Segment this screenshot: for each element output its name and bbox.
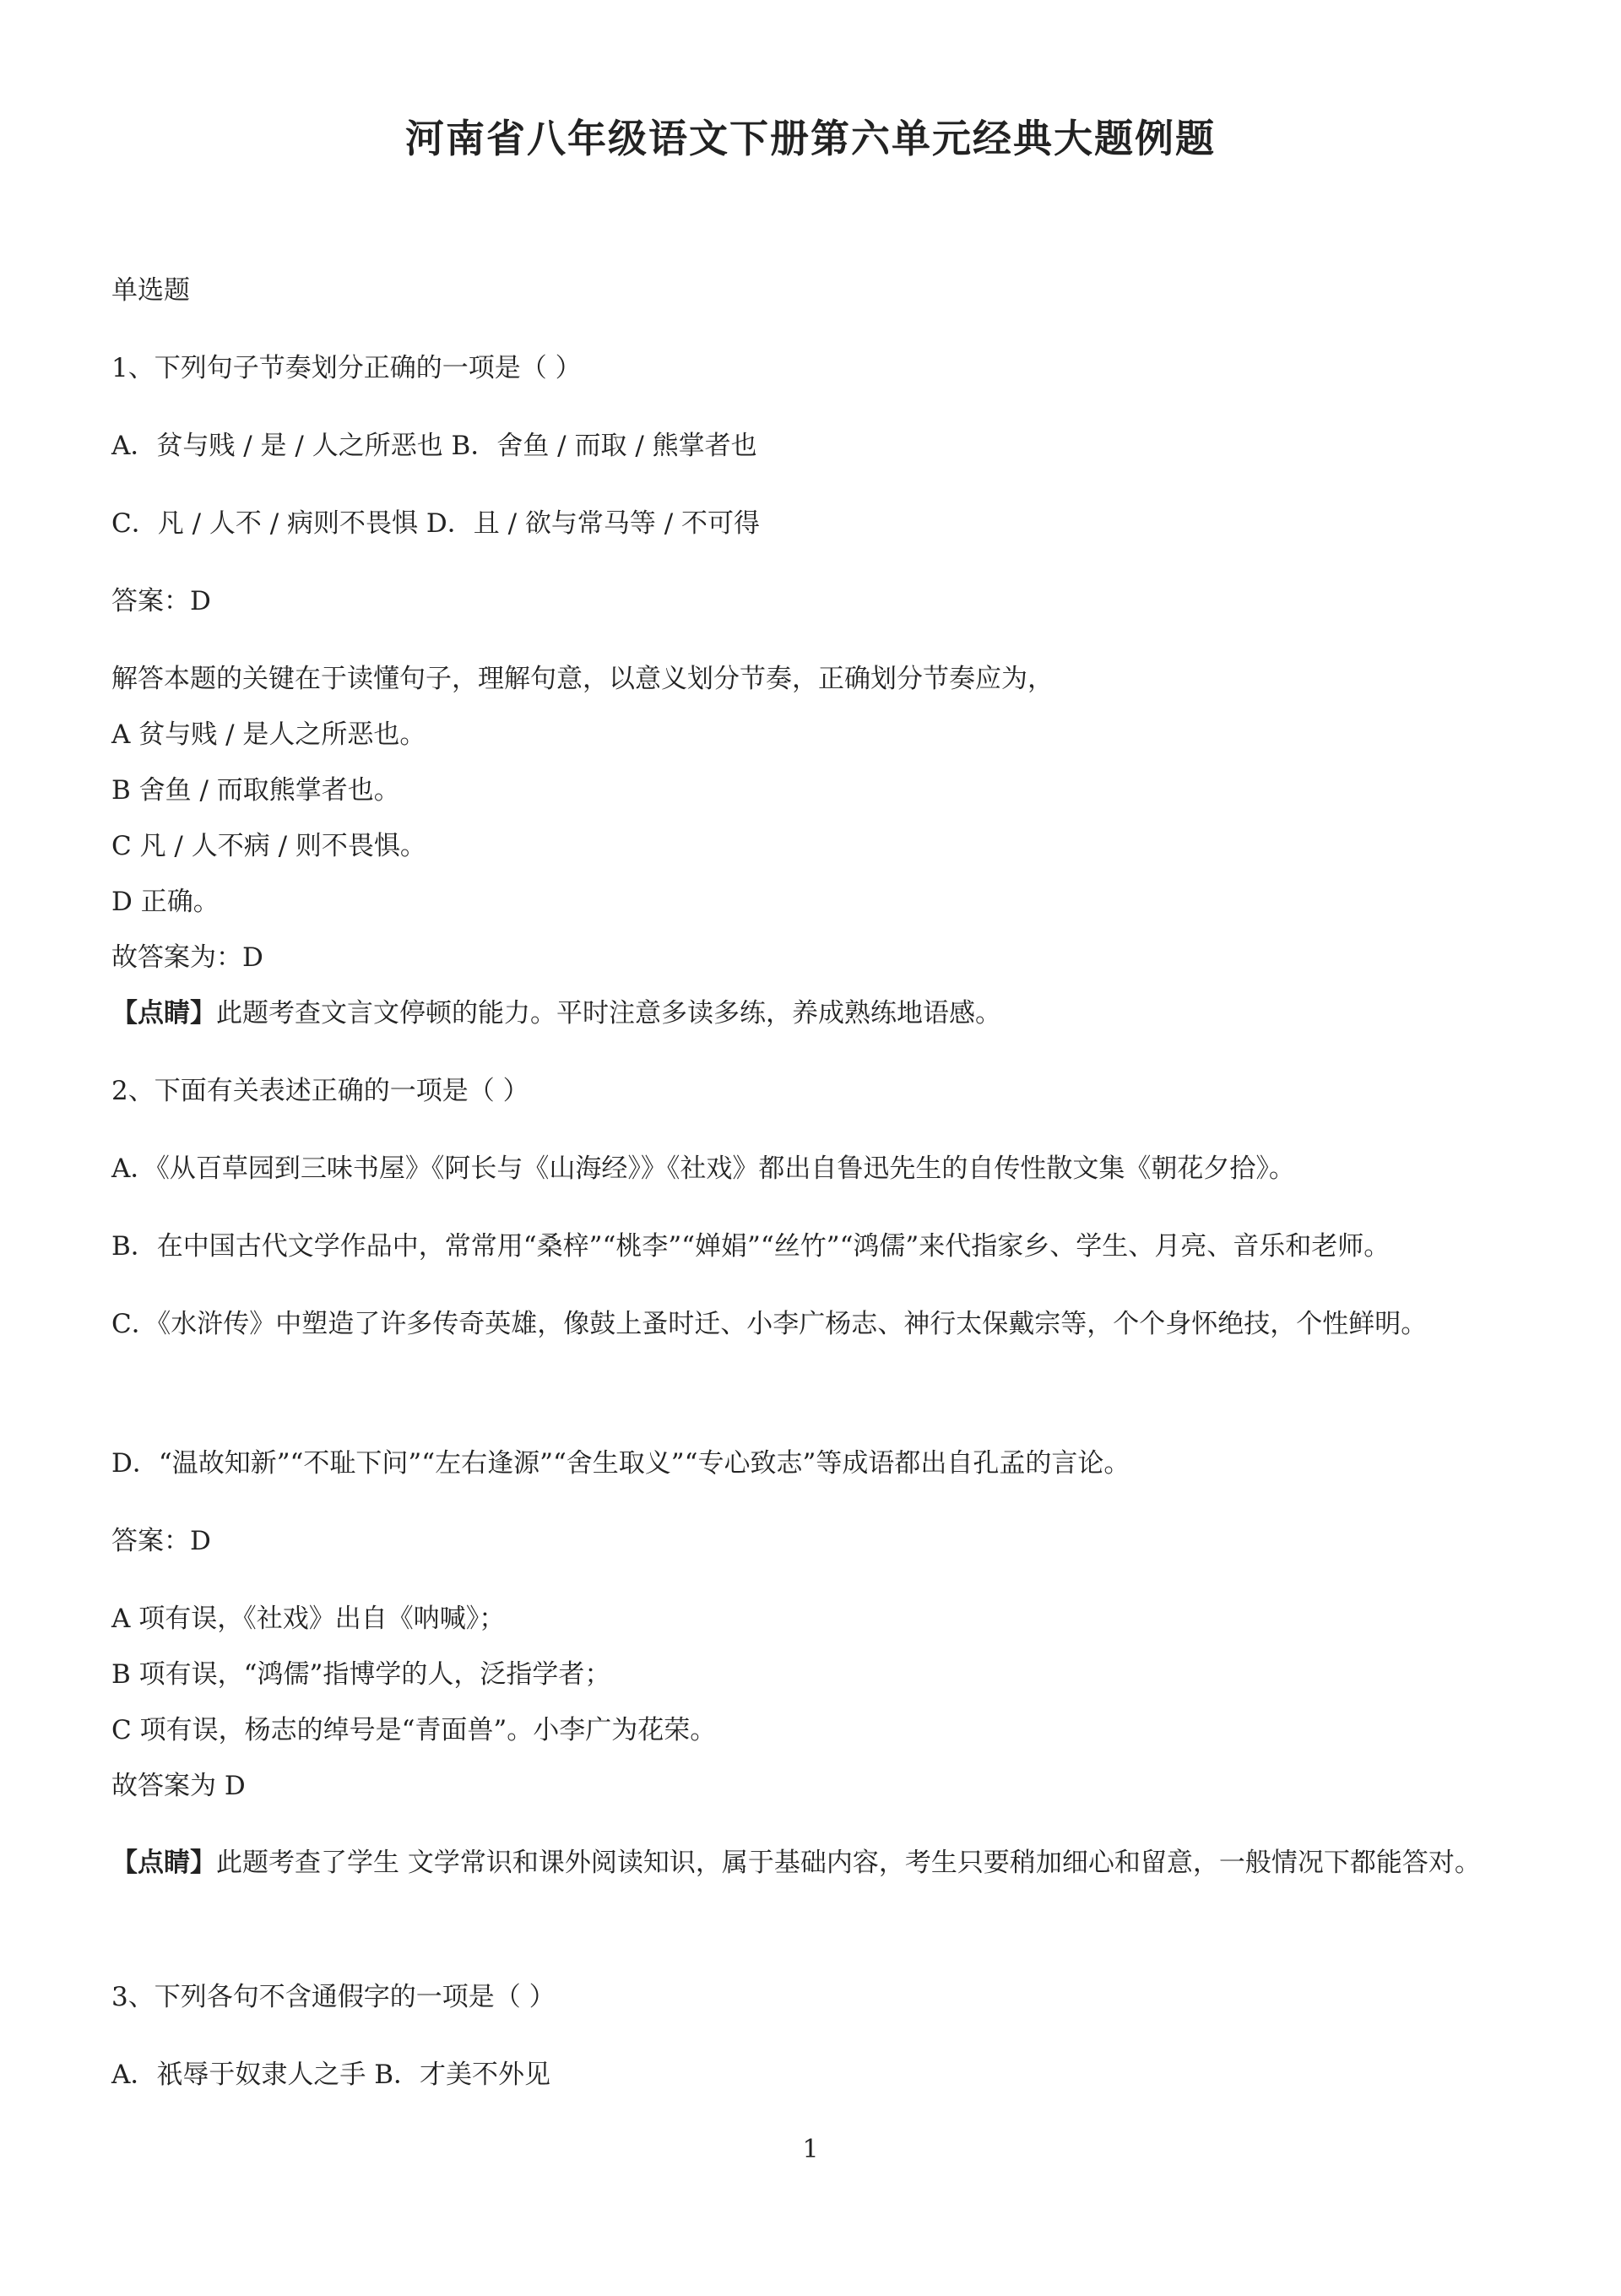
q1-explain-a: A 贫与贱 / 是人之所恶也。 bbox=[111, 719, 426, 750]
q1-answer: 答案：D bbox=[111, 586, 211, 616]
q1-explain-b: B 舍鱼 / 而取熊掌者也。 bbox=[111, 775, 400, 806]
q2-tip-mark: 【点睛】 bbox=[111, 1848, 216, 1878]
q1-options-ab: A．贫与贱 / 是 / 人之所恶也 B．舍鱼 / 而取 / 熊掌者也 bbox=[111, 431, 757, 461]
q2-explain-c: C 项有误，杨志的绰号是“青面兽”。小李广为花荣。 bbox=[111, 1715, 717, 1745]
q1-options-cd: C．凡 / 人不 / 病则不畏惧 D．且 / 欲与常马等 / 不可得 bbox=[111, 508, 761, 539]
page-number: 1 bbox=[802, 2135, 819, 2164]
q3-stem: 3、下列各句不含通假字的一项是（ ） bbox=[111, 1982, 556, 2012]
q2-answer: 答案：D bbox=[111, 1526, 211, 1556]
q1-tip bbox=[111, 996, 1513, 1030]
q2-final-answer: 故答案为 D bbox=[111, 1771, 246, 1801]
q1-explain-c: C 凡 / 人不病 / 则不畏惧。 bbox=[111, 831, 426, 861]
q1-explain-intro: 解答本题的关键在于读懂句子，理解句意，以意义划分节奏，正确划分节奏应为， bbox=[111, 664, 1054, 694]
q1-tip-text: 此题考查文言文停顿的能力。平时注意多读多练，养成熟练地语感。 bbox=[216, 998, 1001, 1029]
q1-stem: 1、下列句子节奏划分正确的一项是（ ） bbox=[111, 353, 582, 383]
q2-option-c: C．《水浒传》中塑造了许多传奇英雄，像鼓上蚤时迁、小李广杨志、神行太保戴宗等，个个身怀绝技，个性鲜明。 bbox=[111, 1309, 1428, 1339]
q1-tip-mark: 【点睛】 bbox=[111, 998, 216, 1029]
page-title: 河南省八年级语文下册第六单元经典大题例题 bbox=[405, 116, 1216, 161]
q3-options-ab: A．祇辱于奴隶人之手 B．才美不外见 bbox=[111, 2060, 551, 2090]
q2-option-b: B．在中国古代文学作品中，常常用“桑梓”“桃李”“婵娟”“丝竹”“鸿儒”来代指家乡、学生、月亮、音乐和老师。 bbox=[111, 1231, 1391, 1262]
q2-stem: 2、下面有关表述正确的一项是（ ） bbox=[111, 1076, 529, 1106]
q1-final-answer: 故答案为：D bbox=[111, 942, 263, 973]
q1-explain-d: D 正确。 bbox=[111, 887, 220, 917]
q2-option-d: D．“温故知新”“不耻下问”“左右逢源”“舍生取义”“专心致志”等成语都出自孔孟的言论。 bbox=[111, 1448, 1130, 1479]
q2-tip-text: 此题考查了学生 文学常识和课外阅读知识，属于基础内容，考生只要稍加细心和留意，一般情况下都能答对。 bbox=[216, 1848, 1481, 1878]
q2-explain-a: A 项有误，《社戏》出自《呐喊》； bbox=[111, 1604, 506, 1634]
q2-explain-b: B 项有误，“鸿儒”指博学的人，泛指学者； bbox=[111, 1659, 611, 1690]
section-heading: 单选题 bbox=[111, 275, 190, 306]
q2-option-a: A．《从百草园到三味书屋》《阿长与《山海经》》《社戏》都出自鲁迅先生的自传性散文集《朝花夕拾》。 bbox=[111, 1153, 1295, 1184]
q2-tip bbox=[111, 1836, 1513, 1890]
